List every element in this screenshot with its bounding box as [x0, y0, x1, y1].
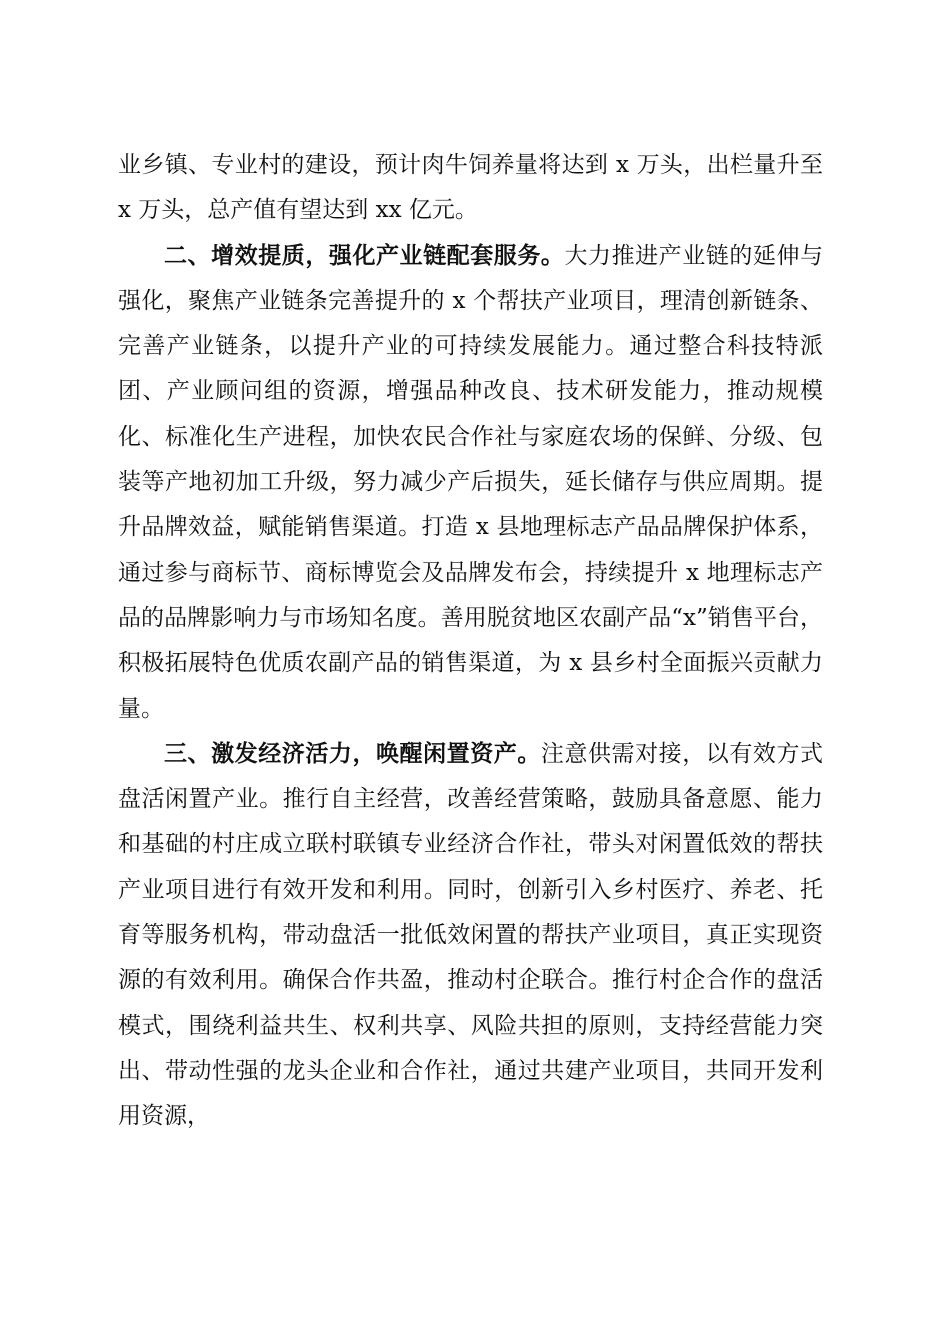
section-heading-2: 二、增效提质，强化产业链配套服务。	[164, 242, 565, 269]
paragraph-2-text: 大力推进产业链的延伸与强化，聚焦产业链条完善提升的 x 个帮扶产业项目，理清创新链条、完善产业链条，以提升产业的可持续发展能力。通过整合科技特派团、产业顾问组的资源，增强品种改良、技术研发能力，推动规模化、标准化生产进程，加快农民合作社与家庭农场的保鲜、分级、包装等产地初加工升级，努力减少产后损失，延长储存与供应周期。提升品牌效益，赋能销售渠道。打造 x 县地理标志产品品牌保护体系，通过参与商标节、商标博览会及品牌发布会，持续提升 x 地理标志产品的品牌影响力与市场知名度。善用脱贫地区农副产品“x”销售平台，积极拓展特色优质农副产品的销售渠道，为 x 县乡村全面振兴贡献力量。	[118, 242, 824, 722]
paragraph-3	[118, 732, 823, 1140]
paragraph-1-text: 业乡镇、专业村的建设，预计肉牛饲养量将达到 x 万头，出栏量升至 x 万头，总产值有望达到 xx 亿元。	[118, 152, 823, 224]
section-heading-3: 三、激发经济活力，唤醒闲置资产。	[164, 740, 541, 767]
paragraph-3-text: 注意供需对接，以有效方式盘活闲置产业。推行自主经营，改善经营策略，鼓励具备意愿、能力和基础的村庄成立联村联镇专业经济合作社，带头对闲置低效的帮扶产业项目进行有效开发和利用。同时，创新引入乡村医疗、养老、托育等服务机构，带动盘活一批低效闲置的帮扶产业项目，真正实现资源的有效利用。确保合作共盈，推动村企联合。推行村企合作的盘活模式，围绕利益共生、权利共享、风险共担的原则，支持经营能力突出、带动性强的龙头企业和合作社，通过共建产业项目，共同开发利用资源，	[118, 740, 824, 1130]
paragraph-2	[118, 234, 823, 732]
document-body	[118, 143, 823, 1140]
paragraph-1	[118, 143, 823, 234]
